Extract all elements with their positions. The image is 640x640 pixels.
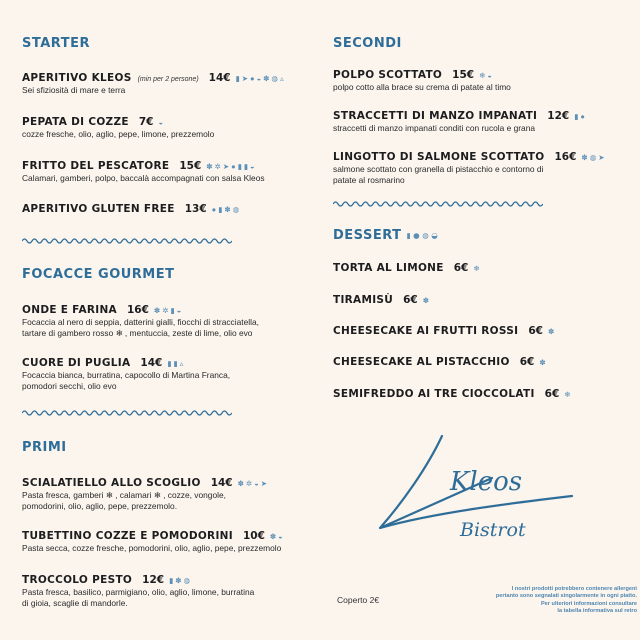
item-header [333, 110, 623, 122]
wheat-icon: ✽ [224, 205, 231, 214]
item-name: APERITIVO GLUTEN FREE [22, 203, 175, 215]
shell-icon: ◒ [249, 162, 255, 171]
item-note: (min per 2 persone) [137, 76, 199, 83]
allergen-note [432, 586, 637, 616]
bottle-icon: ▮ [237, 162, 242, 171]
egg-icon: ◍ [589, 153, 597, 162]
bottle-icon: ▮ [235, 74, 240, 83]
item-price: 14€ [210, 477, 233, 489]
wheat-icon: ✽ [153, 306, 161, 315]
snowflake-icon: ❄ [564, 390, 571, 399]
wheat-icon: ✽ [422, 296, 430, 305]
logo-main-text: Kleos [450, 467, 523, 497]
menu-item [333, 262, 623, 274]
item-name: CUORE DI PUGLIA [22, 357, 131, 369]
allergen-icons [212, 206, 240, 214]
item-price: 6€ [453, 262, 469, 274]
item-price: 6€ [528, 325, 543, 337]
item-header [333, 151, 623, 163]
wheat-icon: ✽ [237, 479, 244, 488]
allergen-icons [169, 577, 190, 585]
allergen-icons [581, 154, 604, 162]
triangle-icon: ▵ [179, 359, 184, 368]
wave-line [22, 411, 232, 415]
menu-item [333, 388, 623, 400]
wheat-icon: ✽ [547, 327, 555, 336]
wheat-icon: ✽ [269, 532, 277, 541]
wave-divider [333, 199, 543, 209]
egg-icon: ◍ [271, 74, 278, 83]
allergen-icons [423, 297, 429, 305]
allergen-note-line: la tabella informativa sul retro [557, 608, 637, 615]
item-price: 16€ [127, 304, 149, 316]
item-header [22, 530, 322, 542]
item-header [22, 203, 322, 215]
item-price: 10€ [242, 530, 265, 542]
wheat-icon: ✽ [581, 153, 588, 162]
item-header [333, 325, 623, 337]
shell-icon: ◒ [176, 306, 182, 315]
menu-item [22, 304, 322, 338]
allergen-icons [158, 119, 163, 127]
item-description: di gioia, scaglie di mandorle. [22, 598, 128, 608]
item-description: pomodori secchi, olio evo [22, 381, 117, 391]
crab-icon: ✲ [162, 306, 169, 315]
bottle-icon: ▮ [574, 112, 579, 121]
crab-icon: ✲ [214, 162, 221, 171]
item-name: STRACCETTI DI MANZO IMPANATI [333, 110, 538, 122]
menu-item [333, 151, 623, 185]
menu-item [22, 530, 322, 553]
item-header [22, 357, 322, 369]
item-name: LINGOTTO DI SALMONE SCOTTATO [333, 151, 545, 163]
item-description: Pasta fresca, gamberi ❄ , calamari ❄ , cozze, vongole, [22, 490, 226, 500]
item-name: CHEESECAKE AI FRUTTI ROSSI [333, 325, 519, 337]
item-price: 14€ [208, 72, 231, 84]
bottle-icon: ▮ [170, 306, 175, 315]
bottle-icon: ▮ [243, 162, 248, 171]
drop-icon: ● [580, 112, 585, 121]
fish-icon: ➤ [241, 74, 249, 83]
wave-divider [22, 236, 232, 246]
item-description: Pasta secca, cozze fresche, pomodorini, olio, aglio, pepe, prezzemolo [22, 543, 282, 553]
logo-sub-text: Bistrot [460, 519, 526, 541]
item-description: tartare di gambero rosso ❄ , mentuccia, zeste di lime, olio evo [22, 328, 253, 338]
item-price: 12€ [142, 574, 165, 586]
fish-icon: ➤ [222, 162, 230, 171]
item-header [22, 160, 322, 172]
item-price: 15€ [452, 69, 475, 81]
section-title-focacce: FOCACCE GOURMET [22, 267, 175, 282]
item-name: ONDE E FARINA [22, 304, 117, 316]
item-name: FRITTO DEL PESCATORE [22, 160, 170, 172]
allergen-icons [574, 113, 585, 121]
section-title-secondi: SECONDI [333, 36, 402, 51]
allergen-icons [154, 307, 181, 315]
item-price: 16€ [554, 151, 577, 163]
item-name: TORTA AL LIMONE [333, 262, 444, 274]
item-description: cozze fresche, olio, aglio, pepe, limone, prezzemolo [22, 129, 215, 139]
snowflake-icon: ❄ [473, 264, 480, 273]
shell-icon: ◒ [158, 118, 164, 127]
menu-item [22, 574, 322, 608]
item-price: 14€ [140, 357, 163, 369]
item-description: polpo cotto alla brace su crema di patate al timo [333, 82, 511, 92]
dessert-title-text: DESSERT [333, 228, 402, 243]
wave-divider [22, 408, 232, 418]
item-header [333, 69, 623, 81]
item-header [22, 304, 322, 316]
allergen-icons [548, 328, 554, 336]
item-price: 6€ [519, 356, 535, 368]
bottle-icon: ▮ [169, 576, 174, 585]
crab-icon: ✲ [245, 479, 253, 488]
item-name: TIRAMISÙ [333, 294, 394, 306]
allergen-icons [479, 72, 492, 80]
item-price: 12€ [547, 110, 570, 122]
allergen-note-line: I nostri prodotti potrebbero contenere allergeni [511, 586, 637, 592]
item-name: SEMIFREDDO AI TRE CIOCCOLATI [333, 388, 535, 400]
allergen-icons [236, 75, 284, 83]
shell-icon: ◒ [487, 71, 492, 80]
item-header [22, 574, 322, 586]
item-header [333, 294, 623, 306]
item-name: SCIALATIELLO ALLO SCOGLIO [22, 477, 201, 489]
menu-item [333, 69, 623, 92]
allergen-icons [206, 163, 254, 171]
menu-item [22, 477, 322, 511]
item-description: salmone scottato con granella di pistacchio e contorno di [333, 164, 544, 174]
item-price: 13€ [184, 203, 207, 215]
egg-icon: ◍ [183, 576, 191, 585]
item-description: pomodorini, olio, aglio, pepe, prezzemolo. [22, 501, 178, 511]
bottle-icon: ▮ [167, 359, 172, 368]
allergen-note-line: Per ulteriori informazioni consultare [540, 600, 637, 607]
item-description: Calamari, gamberi, polpo, baccalà accompagnati con salsa Kleos [22, 173, 265, 183]
item-name: APERITIVO KLEOS [22, 72, 132, 84]
item-description: Focaccia al nero di seppia, datterini gialli, fiocchi di stracciatella, [22, 317, 259, 327]
kleos-logo [372, 428, 582, 558]
menu-item [22, 357, 322, 391]
wheat-icon: ✽ [175, 576, 182, 585]
item-header [333, 356, 623, 368]
wheat-icon: ✽ [263, 74, 270, 83]
item-description: straccetti di manzo impanati conditi con rucola e grana [333, 123, 536, 133]
shell-icon: ◒ [254, 479, 259, 488]
shell-icon: ◒ [256, 74, 262, 83]
item-description: Sei sfiziosità di mare e terra [22, 85, 126, 95]
item-price: 7€ [138, 116, 154, 128]
shell-icon: ◒ [278, 532, 283, 541]
fish-icon: ➤ [598, 153, 605, 162]
wave-line [333, 202, 543, 206]
section-title-dessert [333, 228, 438, 243]
allergen-note-line: pertanto sono segnalati singolarmente in ogni piatto. [495, 593, 637, 600]
egg-icon: ◍ [422, 230, 430, 240]
bottle-icon: ▮ [173, 359, 178, 368]
item-header [22, 477, 322, 489]
menu-item [333, 356, 623, 368]
item-price: 6€ [544, 388, 560, 400]
menu-item [22, 203, 322, 215]
item-header [22, 72, 322, 84]
menu-item [22, 160, 322, 183]
menu-item [22, 72, 322, 95]
item-header [22, 116, 322, 128]
menu-item [333, 325, 623, 337]
wheat-icon: ✽ [206, 162, 213, 171]
item-description: Pasta fresca, basilico, parmigiano, olio, aglio, limone, burratina [22, 587, 255, 597]
wave-line [22, 239, 232, 243]
drop-icon: ● [211, 205, 217, 214]
wheat-icon: ✽ [539, 358, 546, 367]
item-price: 6€ [403, 294, 418, 306]
item-description: Focaccia bianca, burratina, capocollo di Martina Franca, [22, 370, 231, 380]
dessert-allergen-icons [407, 232, 439, 240]
allergen-icons [270, 533, 283, 541]
bottle-icon: ▮ [406, 230, 412, 240]
triangle-icon: ▵ [279, 74, 284, 83]
allergen-icons [167, 360, 183, 368]
item-name: PEPATA DI COZZE [22, 116, 129, 128]
allergen-icons [238, 480, 267, 488]
item-name: TROCCOLO PESTO [22, 574, 133, 586]
drop-icon: ● [250, 74, 255, 83]
allergen-icons [564, 391, 570, 399]
item-name: POLPO SCOTTATO [333, 69, 443, 81]
menu-item [333, 294, 623, 306]
coperto-text: Coperto 2€ [337, 595, 380, 605]
allergen-icons [539, 359, 545, 367]
item-price: 15€ [179, 160, 202, 172]
item-description: patate al rosmarino [333, 175, 405, 185]
menu-item [22, 116, 322, 139]
item-name: TUBETTINO COZZE E POMODORINI [22, 530, 233, 542]
section-title-starter: STARTER [22, 36, 90, 51]
allergen-icons [473, 265, 479, 273]
item-header [333, 262, 623, 274]
snowflake-icon: ❄ [479, 71, 486, 80]
bottle-icon: ▮ [218, 205, 223, 214]
item-name: CHEESECAKE AL PISTACCHIO [333, 356, 510, 368]
drop-icon: ● [231, 162, 236, 171]
section-title-primi: PRIMI [22, 440, 67, 455]
menu-item [333, 110, 623, 133]
drop-icon: ● [413, 230, 421, 240]
item-header [333, 388, 623, 400]
fish-icon: ➤ [260, 479, 268, 488]
shell-icon: ◒ [431, 230, 439, 240]
egg-icon: ◍ [232, 205, 240, 214]
